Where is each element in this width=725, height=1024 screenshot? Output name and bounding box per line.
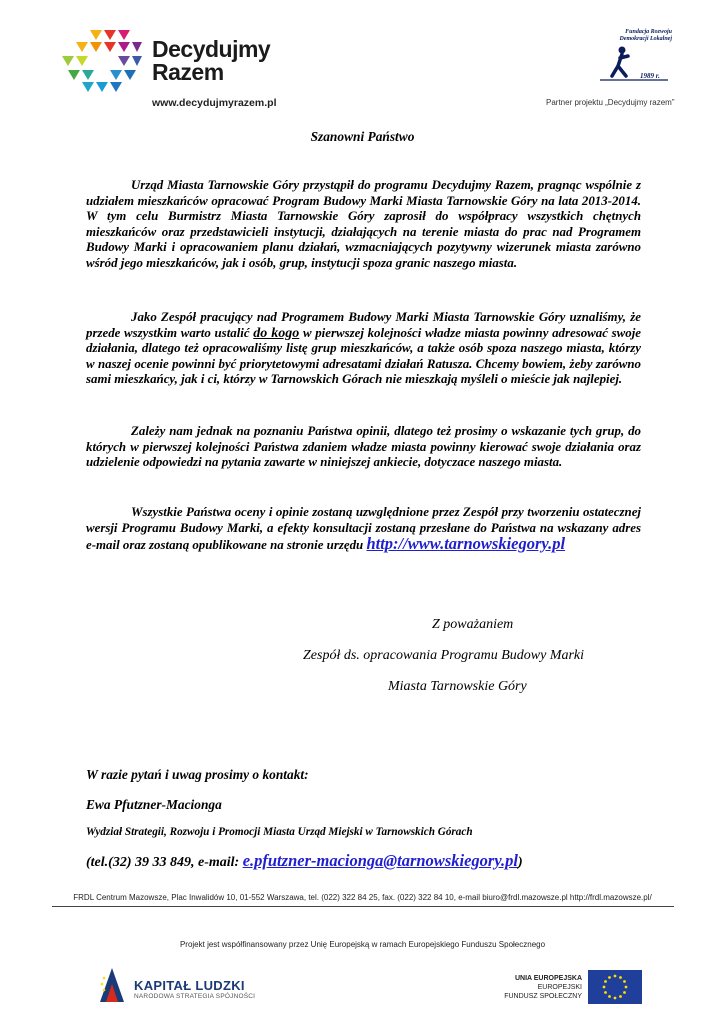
paragraph-2-part1: Jako Zespół pracujący nad Programem Budowy Marki Miasta Tarnowskie Góry uznaliśmy, że przede wszystkim warto ustalić: [86, 310, 641, 340]
contact-name: Ewa Pfutzner-Macionga: [86, 797, 222, 812]
footer-address: FRDL Centrum Mazowsze, Plac Inwalidów 10, 01-552 Warszawa, tel. (022) 322 84 25, fax. (022) 322 84 10, e-mail biuro@frdl.mazowsze.pl http://frdl.mazowsze.pl/: [73, 893, 652, 902]
kapital-ludzki-logo-icon: [98, 966, 126, 1004]
decydujmy-razem-logo-icon: [60, 28, 142, 98]
contact-tel-suffix: ): [517, 855, 523, 870]
signature-greeting: Z poważaniem: [432, 617, 514, 632]
eu-line-2: EUROPEJSKI: [537, 984, 582, 991]
logo-url[interactable]: www.decydujmyrazem.pl: [152, 97, 277, 109]
logo-title-line1: Decydujmy: [152, 36, 271, 62]
cofunding-note: Projekt jest współfinansowany przez Unię Europejską w ramach Europejskiego Funduszu Społecznego: [179, 940, 546, 949]
paragraph-1: Urząd Miasta Tarnowskie Góry przystąpił do programu Decydujmy Razem, pragnąc wspólnie z udziałem mieszkańców opracować Program Budowy Marki Miasta Tarnowskie Góry na lata 2013-2014. W tym celu Burmistrz Miasta Tarnowskie Góry zaprosił do współpracy wszystkich chętnych mieszkańców oraz przedstawicieli instytucji, działających na terenie miasta do prac nad Programem Budowy Marki i opracowaniem planu działań, wzmacniających pozytywny wizerunek miasta zarówno wśród jego mieszkańców, jak i osób, grup, instytucji spoza granic naszego miasta.: [86, 178, 641, 270]
contact-department: Wydział Strategii, Rozwoju i Promocji Miasta Urząd Miejski w Tarnowskich Górach: [86, 826, 473, 838]
logo-title: [152, 38, 270, 84]
eu-flag-icon: [588, 970, 642, 1004]
logo-title-line2: Razem: [152, 59, 224, 85]
signature-team: Zespół ds. opracowania Programu Budowy Marki: [303, 648, 585, 663]
contact-intro: W razie pytań i uwag prosimy o kontakt:: [86, 767, 309, 782]
eu-line-3: FUNDUSZ SPOŁECZNY: [504, 993, 582, 1000]
eu-fund-text: [480, 974, 582, 1001]
signature-city: Miasta Tarnowskie Góry: [388, 679, 527, 694]
city-website-link[interactable]: http://www.tarnowskiegory.pl: [366, 534, 566, 554]
kapital-ludzki-title: KAPITAŁ LUDZKI: [134, 978, 245, 993]
paragraph-2-part2: w pierwszej kolejności władze miasta powinny adresować swoje działania, dlatego też opracowaliśmy listę grup mieszkańców, a także osób spoza naszego miasta, którzy w naszej ocenie powinni być priorytetowymi adresatami działań Ratusza. Chcemy bowiem, żeby zarówno sami mieszkańcy, jak i ci, którzy w Tarnowskich Górach nie mieszkają myśleli o mieście jak najlepiej.: [86, 325, 641, 387]
footer-divider: [52, 906, 674, 907]
kapital-ludzki-subtitle: NARODOWA STRATEGIA SPÓJNOŚCI: [134, 993, 256, 1000]
paragraph-4: [86, 505, 641, 554]
partner-text: Partner projektu „Decydujmy razem”: [546, 98, 675, 107]
contact-email-link[interactable]: e.pfutzner-macionga@tarnowskiegory.pl: [242, 851, 518, 870]
paragraph-2: [86, 310, 641, 388]
frdl-name: Fundacja Rozwoju Demokracji Lokalnej: [619, 29, 672, 42]
salutation: Szanowni Państwo: [310, 129, 415, 144]
paragraph-3: Zależy nam jednak na poznaniu Państwa opinii, dlatego też prosimy o wskazanie tych grup, do których w pierwszej kolejności Państwa zdaniem władze miasta powinny kierować swoje działania oraz udzielenie odpowiedzi na pytania zawarte w niniejszej ankiecie, dotyczace naszego miasta.: [86, 424, 641, 470]
contact-tel: (tel.(32) 39 33 849, e-mail:: [86, 855, 243, 870]
paragraph-4-text: Wszystkie Państwa oceny i opinie zostaną uzwględnione przez Zespół przy tworzeniu ostatecznej wersji Programu Budowy Marki, a efekty konsultacji zostaną przesłane do Państwa na wskazany adres e-mail oraz zostaną opublikowane na stronie urzędu: [86, 505, 641, 553]
frdl-year: 1989 r.: [640, 72, 660, 80]
contact-tel-email: [86, 851, 523, 871]
underlined-phrase: do kogo: [253, 325, 300, 341]
eu-line-1: UNIA EUROPEJSKA: [514, 975, 582, 982]
